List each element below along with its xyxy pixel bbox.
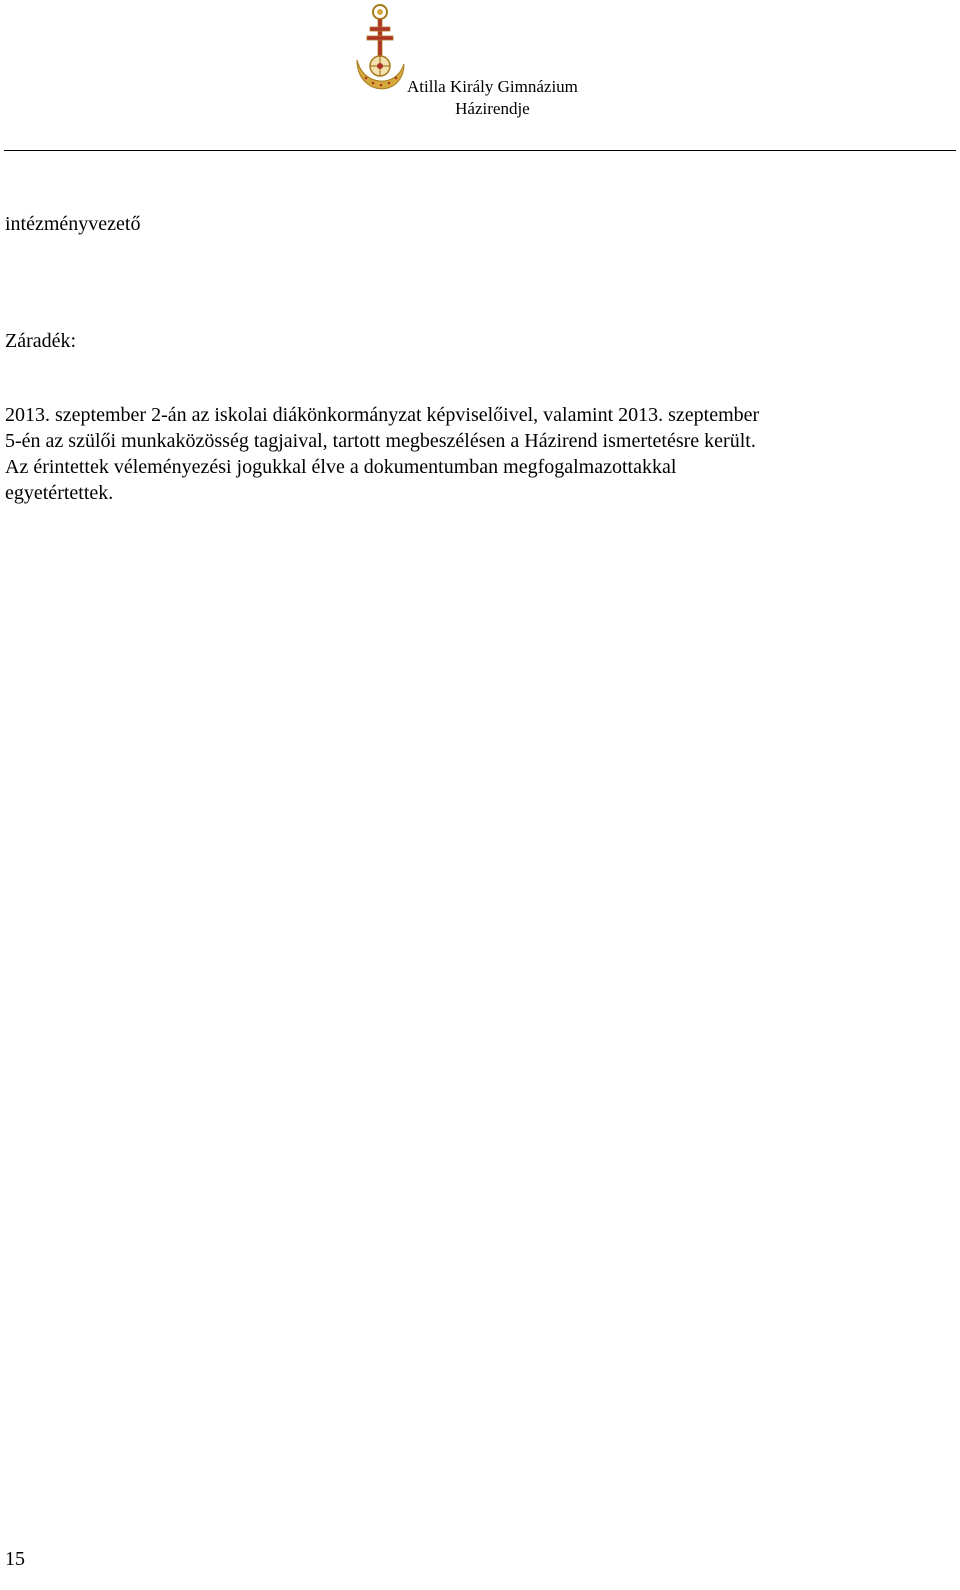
clause-title: Záradék:: [5, 330, 77, 352]
document-title: Házirendje: [455, 99, 530, 118]
school-name: Atilla Király Gimnázium: [407, 77, 578, 96]
clause-line-4: egyetértettek.: [5, 482, 114, 504]
clause-line-2: 5-én az szülői munkaközösség tagjaival, tartott megbeszélésen a Házirend ismertetésre került.: [5, 430, 756, 452]
school-crest-icon: [354, 2, 406, 94]
header-title-block: [407, 76, 578, 120]
signatory-role: intézményvezető: [5, 213, 141, 235]
clause-paragraph: [5, 402, 955, 506]
page-number: 15: [5, 1548, 25, 1570]
clause-line-3: Az érintettek véleményezési jogukkal élve a dokumentumban megfogalmazottakkal: [5, 456, 677, 478]
clause-line-1: 2013. szeptember 2-án az iskolai diákönkormányzat képviselőivel, valamint 2013. szeptember: [5, 404, 760, 426]
page-header: [0, 0, 960, 152]
header-divider: [4, 150, 956, 151]
